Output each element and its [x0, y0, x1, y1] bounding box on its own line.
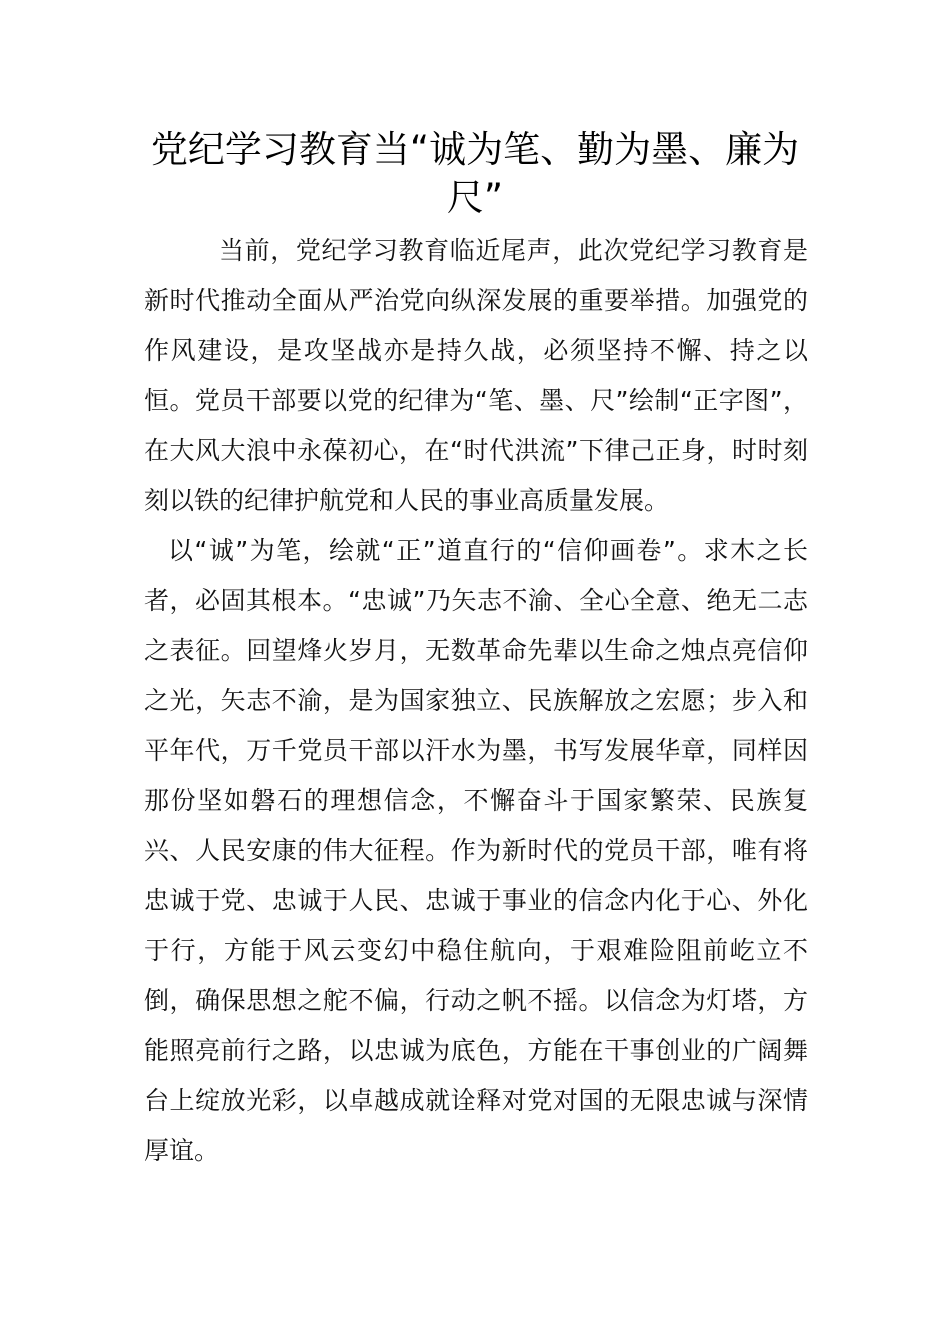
paragraph-loyalty: 以“诚”为笔，绘就“正”道直行的“信仰画卷”。求木之长者，必固其根本。“忠诚”乃矢志不渝、全心全意、绝无二志之表征。回望烽火岁月，无数革命先辈以生命之烛点亮信仰之光，矢志不渝，是为国家独立、民族解放之宏愿；步入和平年代，万千党员干部以汗水为墨，书写发展华章，同样因那份坚如磐石的理想信念，不懈奋斗于国家繁荣、民族复兴、人民安康的伟大征程。作为新时代的党员干部，唯有将忠诚于党、忠诚于人民、忠诚于事业的信念内化于心、外化于行，方能于风云变幻中稳住航向，于艰难险阻前屹立不倒，确保思想之舵不偏，行动之帆不摇。以信念为灯塔，方能照亮前行之路，以忠诚为底色，方能在干事创业的广阔舞台上绽放光彩，以卓越成就诠释对党对国的无限忠诚与深情厚谊。 [144, 536, 808, 1165]
document-body [144, 226, 808, 1176]
paragraph-intro: 当前，党纪学习教育临近尾声，此次党纪学习教育是新时代推动全面从严治党向纵深发展的重要举措。加强党的作风建设，是攻坚战亦是持久战，必须坚持不懈、持之以恒。党员干部要以党的纪律为“笔、墨、尺”绘制“正字图”，在大风大浪中永葆初心，在“时代洪流”下律己正身，时时刻刻以铁的纪律护航党和人民的事业高质量发展。 [144, 236, 808, 515]
document-title: 党纪学习教育当“诚为笔、勤为墨、廉为尺” [150, 128, 800, 219]
